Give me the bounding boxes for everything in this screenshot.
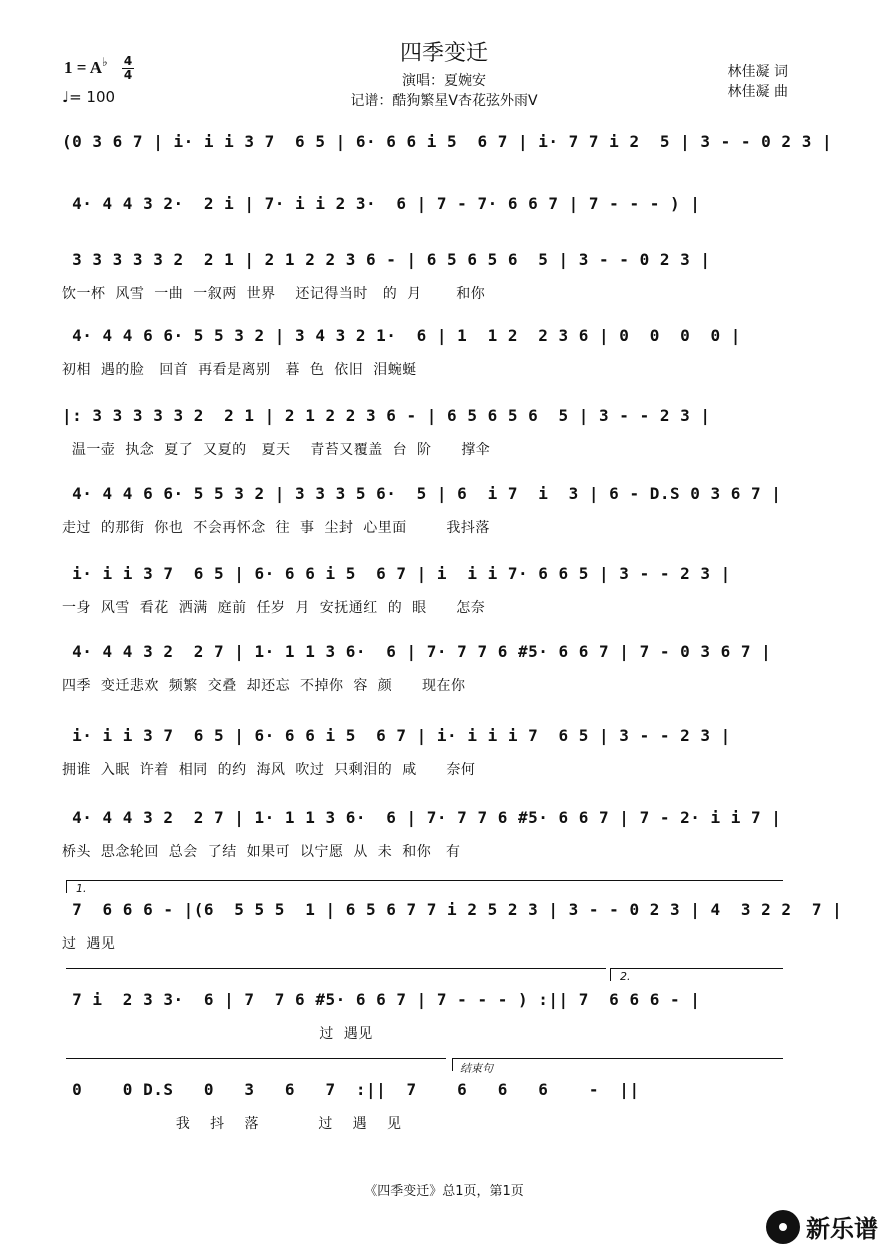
score-line-6 [62,484,786,537]
score-line-2 [62,194,786,227]
notes-line-9: i· i i 3 7 6 5 | 6· 6 6 i 5 6 7 | i· i i i 7 6 5 | 3 - - 2 3 | [62,726,731,745]
volta-2-bracket [610,968,783,981]
key-signature [64,55,108,78]
logo-text: 新乐谱 [806,1215,878,1243]
notes-line-6: 4· 4 4 6 6· 5 5 3 2 | 3 3 3 5 6· 5 | 6 i 7 i 3 | 6 - D.S 0 3 6 7 | [62,484,782,503]
volta-1-label: 1. [76,882,87,895]
notes-line-8: 4· 4 4 3 2 2 7 | 1· 1 1 3 6· 6 | 7· 7 7 6 #5· 6 6 7 | 7 - 0 3 6 7 | [62,642,772,661]
site-logo [766,1209,878,1244]
notes-line-3: 3 3 3 3 3 2 2 1 | 2 1 2 2 3 6 - | 6 5 6 5 6 5 | 3 - - 0 2 3 | [62,250,711,269]
credits [728,62,788,102]
key-label: 1 = A [64,58,103,77]
transcriber-credit: 记谱：酷狗繁星V杏花弦外雨V [350,93,538,109]
lyrics-line-7: 一身 风雪 看花 洒满 庭前 任岁 月 安抚通红 的 眼 怎奈 [62,600,486,616]
lyrics-line-11: 过 遇见 [62,936,116,952]
time-top: 4 [123,54,133,68]
score-line-7 [62,564,786,617]
notes-line-5: |: 3 3 3 3 3 2 2 1 | 2 1 2 2 3 6 - | 6 5 6 5 6 5 | 3 - - 2 3 | [62,406,711,425]
notes-line-7: i· i i 3 7 6 5 | 6· 6 6 i 5 6 7 | i i i 7· 6 6 5 | 3 - - 2 3 | [62,564,731,583]
lyrics-line-8: 四季 变迁悲欢 频繁 交叠 却还忘 不掉你 容 颜 现在你 [62,678,466,694]
score-line-8 [62,642,786,695]
score-line-9 [62,726,786,779]
lyrics-line-13: 我 抖 落 过 遇 见 [62,1116,402,1132]
page-footer: 《四季变迁》总1页，第1页 [364,1184,524,1199]
lyrics-line-9: 拥谁 入眠 许着 相同 的约 海风 吹过 只剩泪的 咸 奈何 [62,762,476,778]
notes-line-10: 4· 4 4 3 2 2 7 | 1· 1 1 3 6· 6 | 7· 7 7 6 #5· 6 6 7 | 7 - 2· i i 7 | [62,808,782,827]
ending-label: 结束句 [460,1062,493,1075]
notes-line-12: 7 i 2 3 3· 6 | 7 7 6 #5· 6 6 7 | 7 - - - ) :|| 7 6 6 6 - | [62,990,701,1009]
time-bottom: 4 [123,68,133,82]
lyrics-line-6: 走过 的那街 你也 不会再怀念 往 事 尘封 心里面 我抖落 [62,520,490,536]
song-title: 四季变迁 [399,41,488,66]
lyrics-line-5: 温一壶 执念 夏了 又夏的 夏天 青苔又覆盖 台 阶 撑伞 [62,442,491,458]
lyrics-line-3: 饮一杯 风雪 一曲 一叙两 世界 还记得当时 的 月 和你 [62,286,486,302]
score-line-11 [62,900,843,953]
vinyl-disc-icon [766,1210,800,1244]
lyricist: 林佳凝 词 [727,64,788,80]
score-line-13 [62,1080,786,1133]
score-line-5 [62,406,786,459]
time-signature [122,56,134,81]
ending-bracket [452,1058,783,1071]
singer-credit: 演唱：夏婉安 [402,73,486,89]
lyrics-line-10: 桥头 思念轮回 总会 了结 如果可 以宁愿 从 未 和你 有 [62,844,461,860]
notes-line-13: 0 0 D.S 0 3 6 7 :|| 7 6 6 6 - || [62,1080,640,1099]
score-line-1 [62,132,833,165]
composer: 林佳凝 曲 [727,84,788,100]
lyrics-line-12: 过 遇见 [62,1026,373,1042]
lyrics-line-4: 初相 遇的脸 回首 再看是离别 暮 色 依旧 泪蜿蜒 [62,362,417,378]
notes-line-2: 4· 4 4 3 2· 2 i | 7· i i 2 3· 6 | 7 - 7· 6 6 7 | 7 - - - ) | [62,194,701,213]
notes-line-1: (0 3 6 7 | i· i i 3 7 6 5 | 6· 6 6 i 5 6 7 | i· 7 7 i 2 5 | 3 - - 0 2 3 | [62,132,833,151]
score-line-10 [62,808,786,861]
coda-continuation-line [66,1058,446,1059]
score-line-3 [62,250,786,303]
notes-line-4: 4· 4 4 6 6· 5 5 3 2 | 3 4 3 2 1· 6 | 1 1 2 2 3 6 | 0 0 0 0 | [62,326,741,345]
notes-line-11: 7 6 6 6 - |(6 5 5 5 1 | 6 5 6 7 7 i 2 5 2 3 | 3 - - 0 2 3 | 4 3 2 2 7 | [62,900,843,919]
score-line-4 [62,326,786,379]
volta-1-continuation [66,968,606,969]
volta-2-label: 2. [620,970,631,983]
flat-sign: ♭ [102,55,108,69]
score-line-12 [62,990,786,1043]
tempo-marking: ♩= 100 [62,88,116,106]
volta-1-bracket [66,880,783,893]
